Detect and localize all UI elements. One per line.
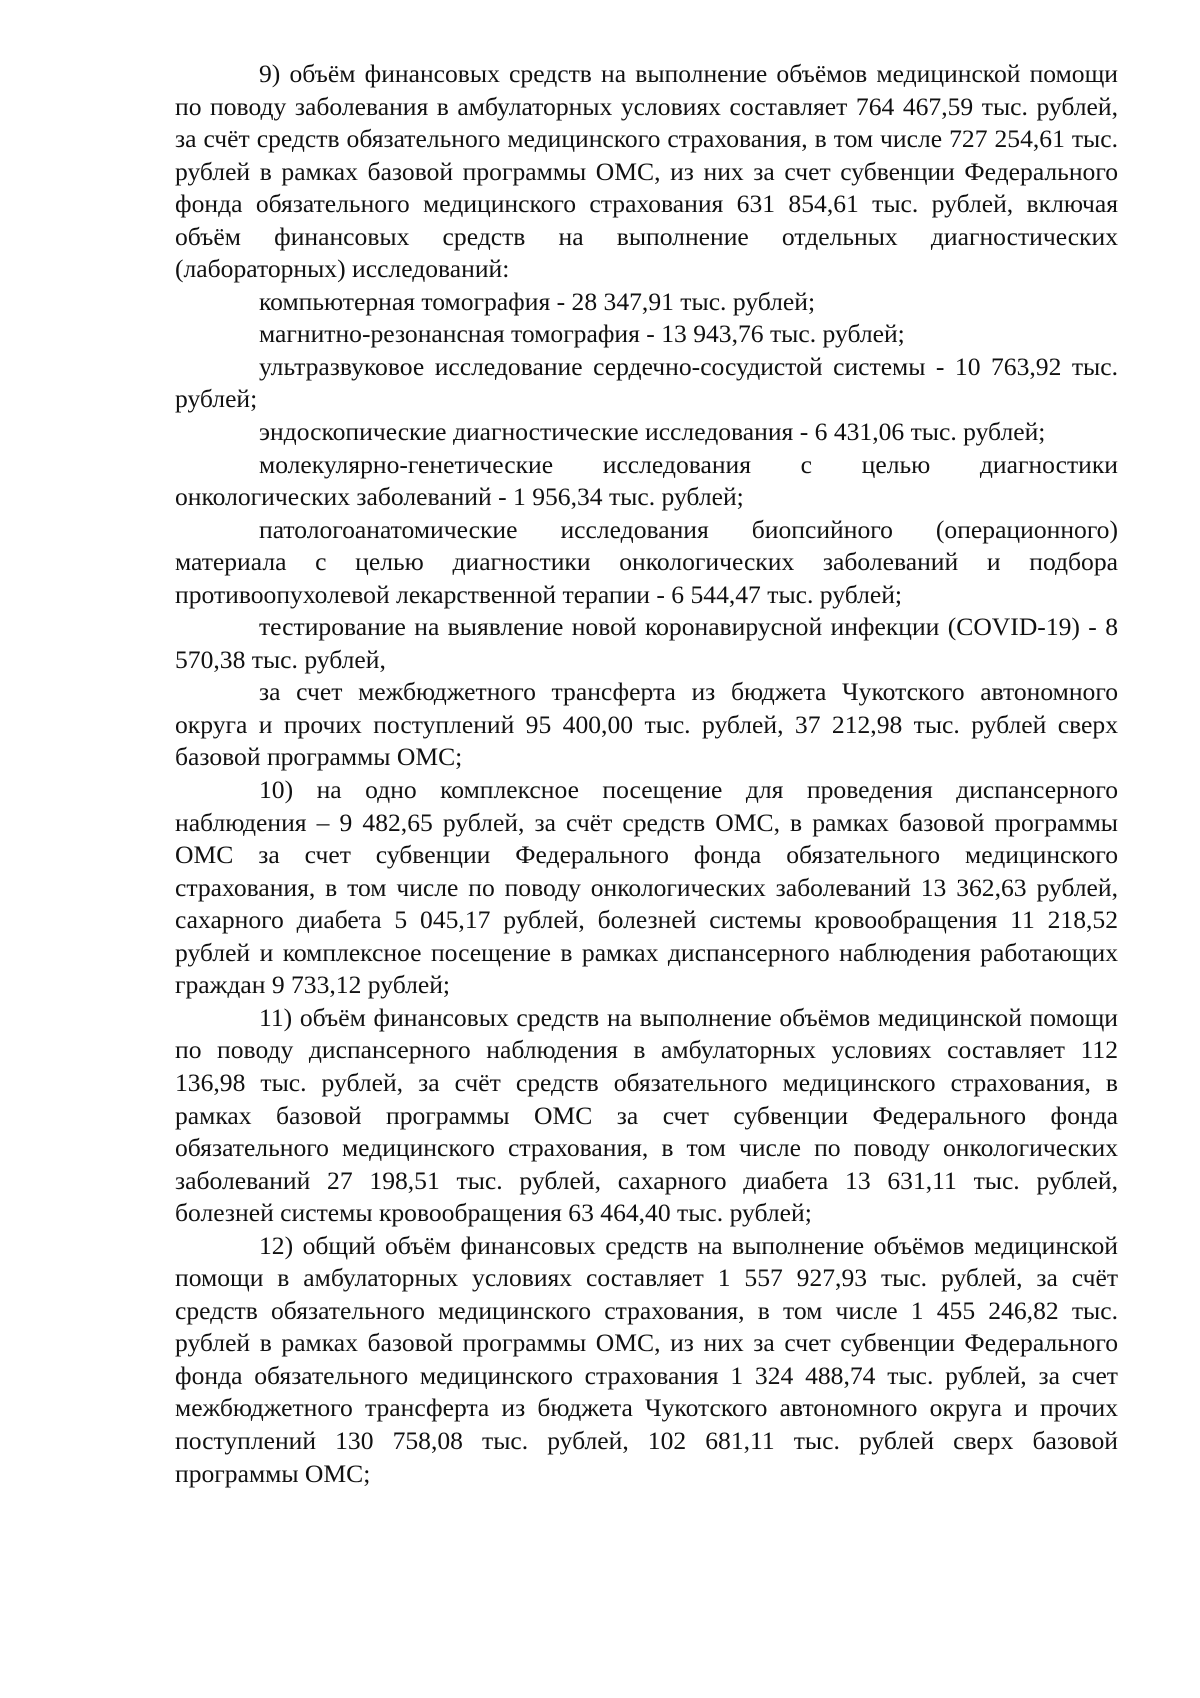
list-item-ultrasound: ультразвуковое исследование сердечно-сосудистой системы - 10 763,92 тыс. рублей;: [175, 351, 1118, 414]
paragraph-item-9: 9) объём финансовых средств на выполнение объёмов медицинской помощи по поводу заболевания в амбулаторных условиях составляет 764 467,59 тыс. рублей, за счёт средств обязательного медицинского страхования, в том числе 727 254,61 тыс. рублей в рамках базовой программы ОМС, из них за счет субвенции Федерального фонда обязательного медицинского страхования 631 854,61 тыс. рублей, включая объём финансовых средств на выполнение отдельных диагностических (лабораторных) исследований:: [175, 59, 1118, 284]
list-item-endoscopy: эндоскопические диагностические исследования - 6 431,06 тыс. рублей;: [259, 417, 1046, 447]
paragraph-item-11: 11) объём финансовых средств на выполнение объёмов медицинской помощи по поводу диспансерного наблюдения в амбулаторных условиях составляет 112 136,98 тыс. рублей, за счёт средств обязательного медицинского страхования, в рамках базовой программы ОМС за счет субвенции Федерального фонда обязательного медицинского страхования, в том числе по поводу онкологических заболеваний 27 198,51 тыс. рублей, сахарного диабета 13 631,11 тыс. рублей, болезней системы кровообращения 63 464,40 тыс. рублей;: [175, 1002, 1118, 1228]
list-item-ct: компьютерная томография - 28 347,91 тыс. рублей;: [259, 286, 816, 316]
list-item-covid-testing: тестирование на выявление новой коронавирусной инфекции (COVID-19) - 8 570,38 тыс. рублей,: [175, 612, 1118, 674]
paragraph-item-10: 10) на одно комплексное посещение для проведения диспансерного наблюдения – 9 482,65 рублей, за счёт средств ОМС, в рамках базовой программы ОМС за счет субвенции Федерального фонда обязательного медицинского страхования, в том числе по поводу онкологических заболеваний 13 362,63 рублей, сахарного диабета 5 045,17 рублей, болезней системы кровообращения 11 218,52 рублей и комплексное посещение в рамках диспансерного наблюдения работающих граждан 9 733,12 рублей;: [175, 775, 1118, 1000]
list-item-mri: магнитно-резонансная томография - 13 943,76 тыс. рублей;: [259, 319, 905, 349]
paragraph-interbudget-transfer: за счет межбюджетного трансферта из бюджета Чукотского автономного округа и прочих поступлений 95 400,00 тыс. рублей, 37 212,98 тыс. рублей сверх базовой программы ОМС;: [175, 677, 1118, 772]
list-item-molecular-genetic: молекулярно-генетические исследования с целью диагностики онкологических заболеваний - 1 956,34 тыс. рублей;: [175, 449, 1118, 512]
list-item-pathology: патологоанатомические исследования биопсийного (операционного) материала с целью диагностики онкологических заболеваний и подбора противоопухолевой лекарственной терапии - 6 544,47 тыс. рублей;: [175, 514, 1118, 609]
document-page: [175, 58, 1118, 1490]
paragraph-item-12: 12) общий объём финансовых средств на выполнение объёмов медицинской помощи в амбулаторных условиях составляет 1 557 927,93 тыс. рублей, за счёт средств обязательного медицинского страхования, в том числе 1 455 246,82 тыс. рублей в рамках базовой программы ОМС, из них за счет субвенции Федерального фонда обязательного медицинского страхования 1 324 488,74 тыс. рублей, за счет межбюджетного трансферта из бюджета Чукотского автономного округа и прочих поступлений 130 758,08 тыс. рублей, 102 681,11 тыс. рублей сверх базовой программы ОМС;: [175, 1230, 1118, 1488]
